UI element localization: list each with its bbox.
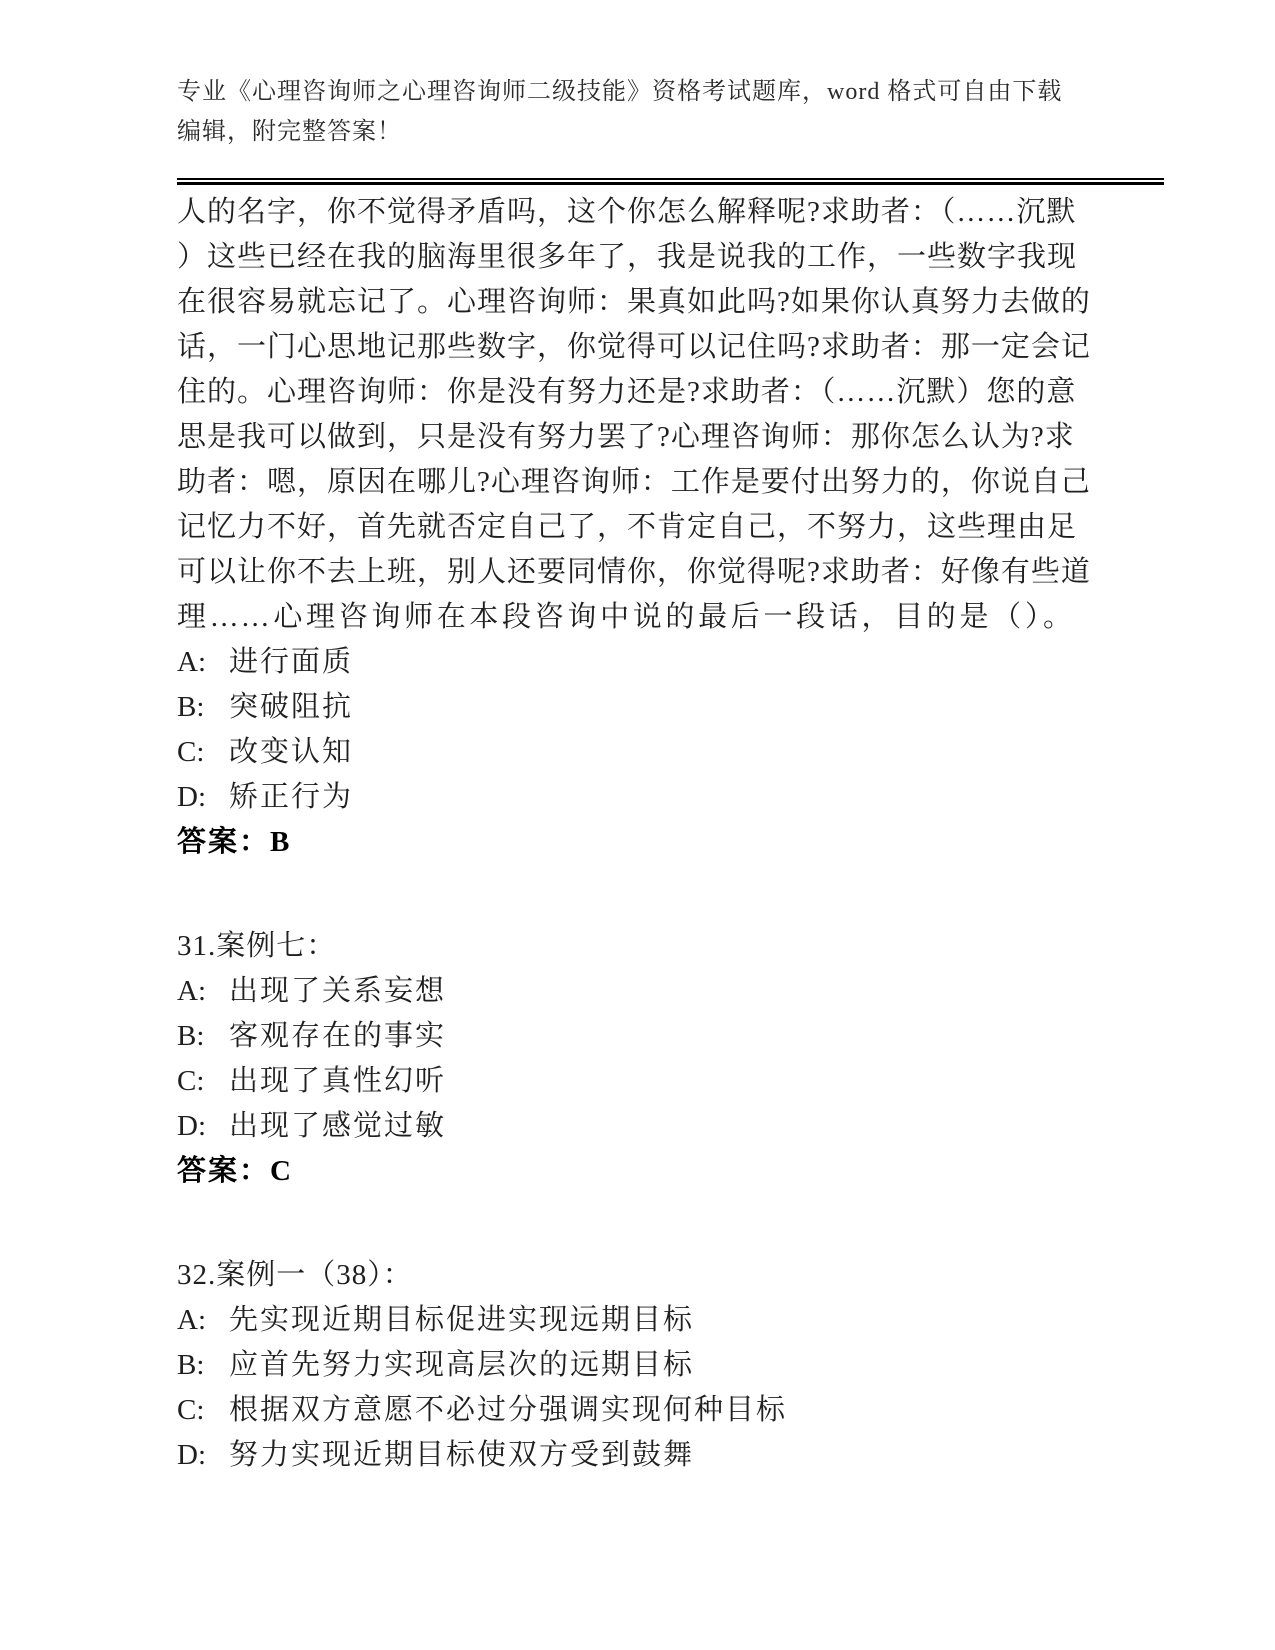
option-label: D: <box>177 1110 206 1142</box>
option-label: C: <box>177 1394 205 1426</box>
option-row-a <box>177 1298 1074 1343</box>
option-label: D: <box>177 781 206 813</box>
option-label: C: <box>177 1065 205 1097</box>
question-stem-line: ）这些已经在我的脑海里很多年了，我是说我的工作，一些数字我现 <box>177 241 1078 273</box>
option-row-c <box>177 730 1074 775</box>
option-text: 出现了感觉过敏 <box>229 1110 447 1142</box>
option-label: B: <box>177 1020 205 1052</box>
question-stem-line: 记忆力不好，首先就否定自己了，不肯定自己，不努力，这些理由足 <box>177 511 1078 543</box>
option-label: A: <box>177 1304 206 1336</box>
question-stem-line: 人的名字，你不觉得矛盾吗，这个你怎么解释呢?求助者：（……沉默 <box>177 196 1077 228</box>
option-text: 努力实现近期目标使双方受到鼓舞 <box>229 1439 695 1471</box>
question-32-title: 32.案例一（38）： <box>177 1259 413 1291</box>
option-text: 进行面质 <box>229 646 354 678</box>
option-label: D: <box>177 1439 206 1471</box>
document-header-note <box>177 72 1127 152</box>
question-stem-line: 住的。心理咨询师：你是没有努力还是?求助者：（……沉默）您的意 <box>177 376 1077 408</box>
question-spacer <box>177 865 1074 924</box>
question-stem-line: 理……心理咨询师在本段咨询中说的最后一段话，目的是（）。 <box>177 601 1074 633</box>
question-stem-line: 在很容易就忘记了。心理咨询师：果真如此吗?如果你认真努力去做的 <box>177 286 1091 318</box>
option-text: 出现了真性幻听 <box>229 1065 447 1097</box>
document-body <box>177 190 1091 1478</box>
option-label: C: <box>177 736 205 768</box>
option-label: A: <box>177 975 206 1007</box>
option-row-c <box>177 1059 1074 1104</box>
header-note-line2: 编辑，附完整答案！ <box>177 119 402 145</box>
answer-line: 答案：C <box>177 1155 293 1187</box>
header-divider <box>177 178 1164 185</box>
option-row-a <box>177 969 1074 1014</box>
option-row-d <box>177 1433 1074 1478</box>
header-note-line1: 专业《心理咨询师之心理咨询师二级技能》资格考试题库，word 格式可自由下载 <box>177 79 1063 105</box>
option-row-d <box>177 1104 1074 1149</box>
option-text: 客观存在的事实 <box>229 1020 447 1052</box>
option-text: 出现了关系妄想 <box>229 975 447 1007</box>
question-spacer <box>177 1194 1074 1253</box>
option-text: 矫正行为 <box>229 781 354 813</box>
option-row-c <box>177 1388 1074 1433</box>
option-label: B: <box>177 691 205 723</box>
option-row-a <box>177 640 1074 685</box>
question-31-title: 31.案例七： <box>177 930 337 962</box>
answer-line: 答案：B <box>177 826 292 858</box>
question-stem-line: 话，一门心思地记那些数字，你觉得可以记住吗?求助者：那一定会记 <box>177 331 1091 363</box>
option-text: 根据双方意愿不必过分强调实现何种目标 <box>229 1394 788 1426</box>
option-text: 先实现近期目标促进实现远期目标 <box>229 1304 695 1336</box>
option-label: B: <box>177 1349 205 1381</box>
option-row-b <box>177 1014 1074 1059</box>
option-text: 突破阻抗 <box>229 691 354 723</box>
question-stem-line: 助者：嗯，原因在哪儿?心理咨询师：工作是要付出努力的，你说自己 <box>177 466 1091 498</box>
option-label: A: <box>177 646 206 678</box>
option-row-b <box>177 1343 1074 1388</box>
option-text: 应首先努力实现高层次的远期目标 <box>229 1349 695 1381</box>
option-row-b <box>177 685 1074 730</box>
question-stem-line: 思是我可以做到，只是没有努力罢了?心理咨询师：那你怎么认为?求 <box>177 421 1075 453</box>
question-stem-line: 可以让你不去上班，别人还要同情你，你觉得呢?求助者：好像有些道 <box>177 556 1091 588</box>
option-row-d <box>177 775 1074 820</box>
option-text: 改变认知 <box>229 736 354 768</box>
